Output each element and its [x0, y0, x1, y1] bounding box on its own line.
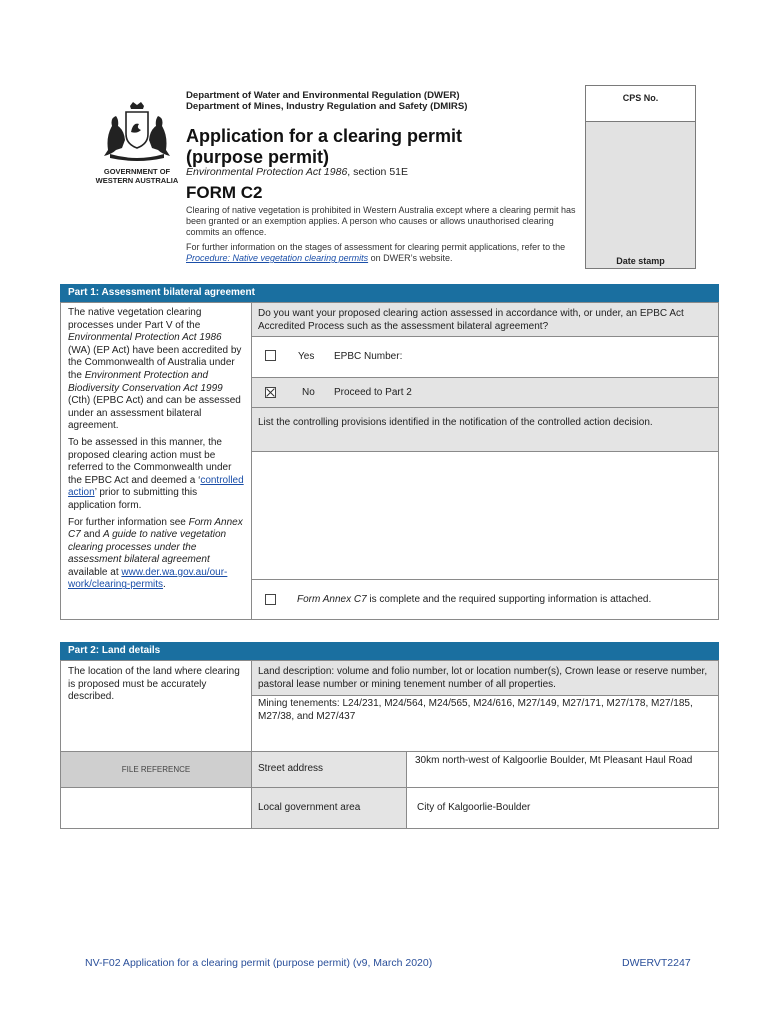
- coat-of-arms-icon: [86, 100, 188, 162]
- p1-text-c: (Cth) (EPBC Act) and can be assessed under an assessment bilateral agreement.: [68, 395, 241, 432]
- option-no-row[interactable]: [251, 377, 719, 408]
- option-yes-row[interactable]: [251, 336, 719, 378]
- street-label-cell: [251, 751, 407, 788]
- street-address-value: 30km north-west of Kalgoorlie Boulder, Mt Pleasant Haul Road: [415, 755, 693, 766]
- part2-heading: Part 2: Land details: [60, 642, 719, 660]
- lga-label-cell: [251, 787, 407, 829]
- provisions-input[interactable]: [251, 451, 719, 580]
- file-reference-input[interactable]: [60, 787, 252, 829]
- land-desc-label: Land description: volume and folio number, lot or location number(s), Crown lease or reserve number, pastoral lease number or mining tenement number of all properties.: [258, 666, 708, 690]
- no-checkbox[interactable]: [265, 387, 276, 398]
- title-line-1: Application for a clearing permit: [186, 126, 463, 146]
- p1-text-b: (WA) (EP Act) have been accredited by the Commonwealth of Australia under the: [68, 344, 242, 381]
- p3-annex: Form Annex C7: [68, 516, 243, 541]
- cps-label: CPS No.: [586, 86, 695, 122]
- part2-info-text: The location of the land where clearing is proposed must be accurately described.: [68, 666, 240, 703]
- department-names: [186, 90, 467, 112]
- lga-value: City of Kalgoorlie-Boulder: [417, 802, 531, 813]
- intro-paragraph-1: Clearing of native vegetation is prohibited in Western Australia except where a clearing permit has been granted or an exemption applies. A person who causes or allows unauthorised clearing commits an offence.: [186, 205, 576, 237]
- p3-text-d: .: [163, 579, 166, 591]
- intro-text: [186, 205, 576, 268]
- title-line-2: (purpose permit): [186, 147, 330, 167]
- procedure-link[interactable]: Procedure: Native vegetation clearing permits: [186, 253, 369, 263]
- proceed-part2-label: Proceed to Part 2: [334, 387, 412, 398]
- p2-text-a: To be assessed in this manner, the proposed clearing action must be referred to the Commonwealth under the EPBC Act and deemed a ‘: [68, 436, 232, 486]
- act-section: , section 51E: [347, 166, 408, 178]
- file-reference-label: FILE REFERENCE: [121, 765, 191, 774]
- part1-heading: Part 1: Assessment bilateral agreement: [60, 284, 719, 302]
- annex-rest: is complete and the required supporting information is attached.: [366, 594, 652, 605]
- footer-code: DWERVT2247: [622, 957, 691, 969]
- epbc-question-cell: [251, 302, 719, 337]
- yes-label: Yes: [298, 351, 315, 362]
- controlled-action-link[interactable]: controlled action: [68, 474, 244, 499]
- intro-p2-text: For further information on the stages of assessment for clearing permit applications, refer to the: [186, 242, 566, 252]
- street-address-input[interactable]: [406, 751, 719, 788]
- footer-form-reference: NV-F02 Application for a clearing permit (purpose permit) (v9, March 2020): [85, 957, 433, 969]
- dept-dwer: Department of Water and Environmental Regulation (DWER): [186, 90, 460, 101]
- annex-statement: [297, 594, 651, 607]
- epbc-question: Do you want your proposed clearing action assessed in accordance with, or under, an EPBC Act Accredited Process such as the assessment bilateral agreement?: [258, 308, 684, 332]
- form-code: FORM C2: [186, 183, 263, 202]
- yes-checkbox[interactable]: [265, 350, 276, 361]
- part1-info-cell: [60, 302, 252, 620]
- p3-text-b: and: [80, 529, 104, 541]
- no-label: No: [302, 387, 315, 398]
- act-name: Environmental Protection Act 1986: [186, 166, 348, 178]
- p3-guide: A guide to native vegetation clearing processes under the assessment bilateral agreement: [68, 529, 227, 566]
- logo-caption: GOVERNMENT OF WESTERN AUSTRALIA: [95, 167, 179, 185]
- p1-epbc-act: Environment Protection and Biodiversity Conservation Act 1999: [68, 369, 223, 394]
- file-reference-cell: [60, 751, 252, 788]
- intro-paragraph-2: [186, 242, 576, 264]
- epbc-number-label: EPBC Number:: [334, 351, 403, 362]
- annex-checkbox[interactable]: [265, 594, 276, 605]
- land-desc-value: Mining tenements: L24/231, M24/564, M24/565, M24/616, M27/149, M27/171, M27/178, M27/185, M27/38, and M27/437: [258, 698, 693, 722]
- lga-input[interactable]: [406, 787, 719, 829]
- lga-label: Local government area: [258, 802, 361, 813]
- annex-name: Form Annex C7: [297, 594, 367, 605]
- part2-info-cell: [60, 660, 252, 752]
- annex-row[interactable]: [251, 579, 719, 620]
- provisions-label-cell: [251, 407, 719, 452]
- wa-government-logo: [86, 100, 188, 188]
- p2-text-b: ’ prior to submitting this application form.: [68, 487, 198, 511]
- act-reference: [186, 166, 408, 178]
- p3-text-c: available at: [68, 566, 122, 578]
- part1-info-text: [61, 303, 251, 592]
- provisions-label: List the controlling provisions identified in the notification of the controlled action decision.: [258, 417, 653, 428]
- p1-text-a: The native vegetation clearing processes under Part V of the: [68, 307, 202, 331]
- cps-number-box: [585, 85, 696, 269]
- land-desc-input[interactable]: [251, 695, 719, 752]
- page-title: [186, 126, 462, 168]
- date-stamp-label: Date stamp: [616, 256, 665, 266]
- dept-dmirs: Department of Mines, Industry Regulation and Safety (DMIRS): [186, 101, 468, 112]
- intro-p2-end: on DWER’s website.: [368, 253, 453, 263]
- p3-text-a: For further information see: [68, 516, 189, 528]
- street-address-label: Street address: [258, 763, 324, 774]
- clearing-permits-link[interactable]: www.der.wa.gov.au/our-work/clearing-permits: [68, 566, 228, 591]
- p1-ep-act: Environmental Protection Act 1986: [68, 332, 222, 344]
- land-desc-label-cell: [251, 660, 719, 696]
